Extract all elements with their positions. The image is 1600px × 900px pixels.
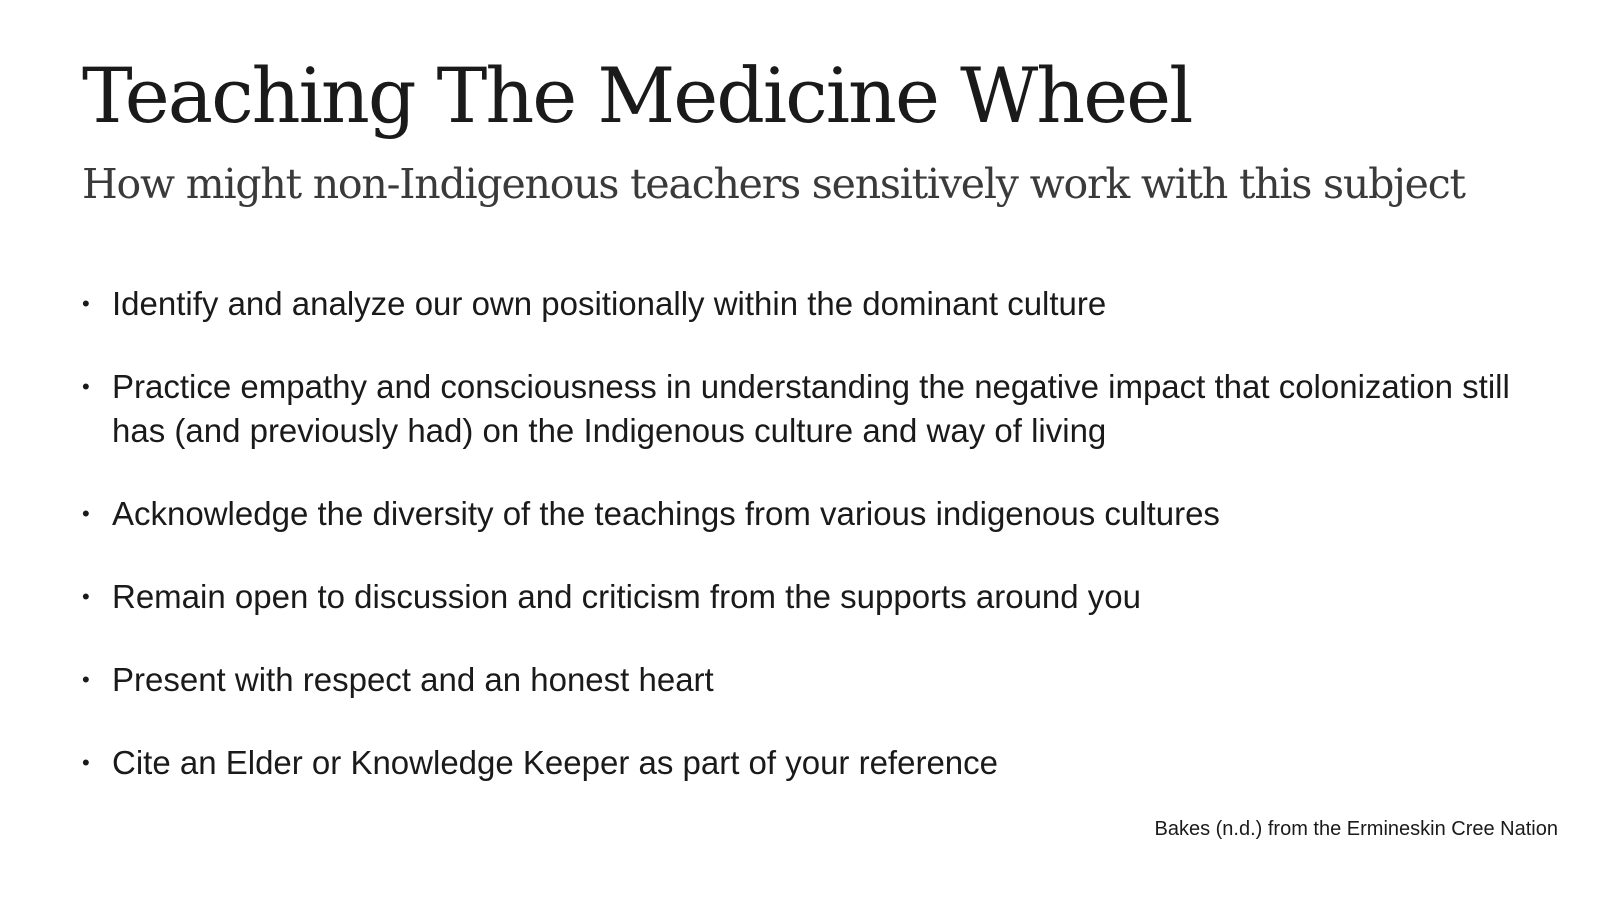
bullet-item [82, 575, 1522, 619]
bullet-text: Practice empathy and consciousness in understanding the negative impact that colonization still has (and previously had) on the Indigenous culture and way of living [112, 368, 1510, 449]
slide-subtitle: How might non-Indigenous teachers sensitively work with this subject [82, 160, 1465, 208]
bullet-dot-icon: • [82, 374, 90, 399]
bullet-item [82, 365, 1522, 453]
bullet-text: Remain open to discussion and criticism from the supports around you [112, 578, 1142, 615]
bullet-item [82, 658, 1522, 702]
bullet-dot-icon: • [82, 584, 90, 609]
bullet-text: Identify and analyze our own positionally within the dominant culture [112, 285, 1107, 322]
slide-title: Teaching The Medicine Wheel [82, 51, 1192, 140]
bullet-text: Cite an Elder or Knowledge Keeper as part of your reference [112, 744, 999, 781]
bullet-dot-icon: • [82, 667, 90, 692]
bullet-item [82, 741, 1522, 785]
bullet-item [82, 282, 1522, 326]
citation: Bakes (n.d.) from the Ermineskin Cree Nation [1154, 818, 1558, 840]
bullet-dot-icon: • [82, 291, 90, 316]
bullet-text: Acknowledge the diversity of the teachings from various indigenous cultures [112, 495, 1220, 532]
bullet-dot-icon: • [82, 750, 90, 775]
bullet-item [82, 492, 1522, 536]
bullet-list [82, 282, 1522, 824]
bullet-dot-icon: • [82, 501, 90, 526]
bullet-text: Present with respect and an honest heart [112, 661, 714, 698]
